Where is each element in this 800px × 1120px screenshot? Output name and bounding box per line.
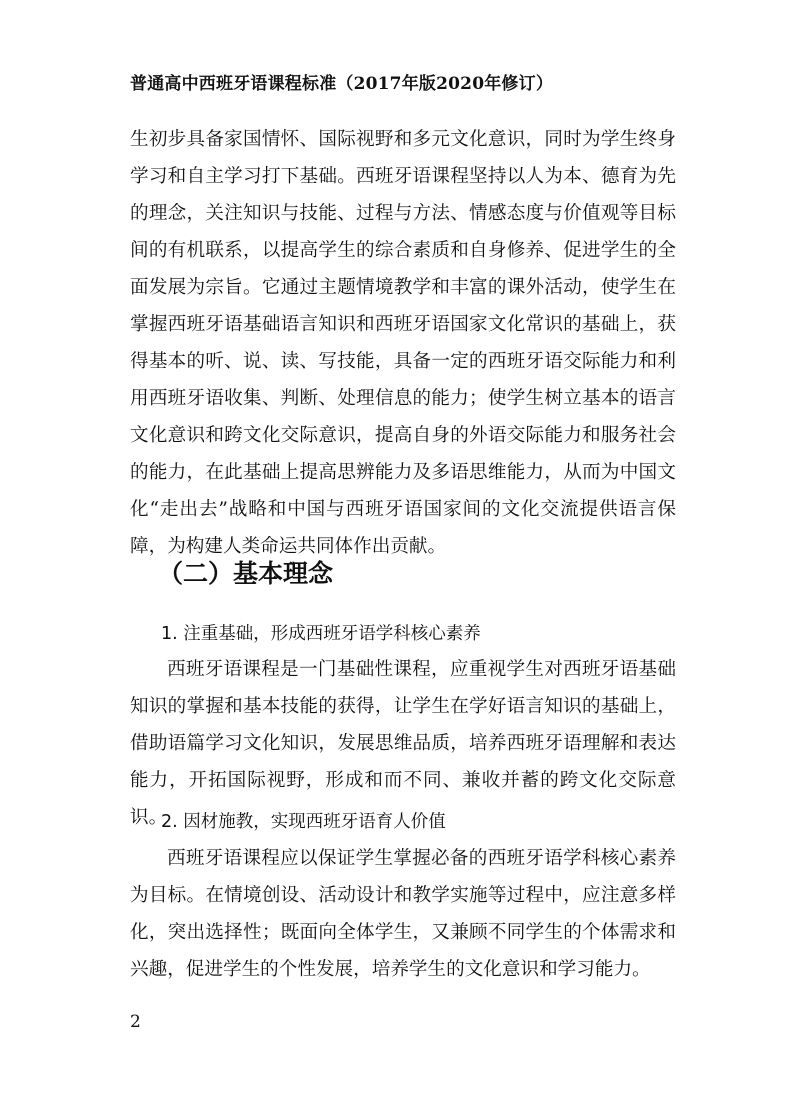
paragraph-2: 西班牙语课程应以保证学生掌握必备的西班牙语学科核心素养为目标。在情境创设、活动设计和教学实施等过程中，应注意多样化，突出选择性；既面向全体学生，又兼顾不同学生的个体需求和兴趣，促进学生的个性发展，培养学生的文化意识和学习能力。 (130, 848, 676, 980)
intro-paragraph: 生初步具备家国情怀、国际视野和多元文化意识，同时为学生终身学习和自主学习打下基础。西班牙语课程坚持以人为本、德育为先的理念，关注知识与技能、过程与方法、情感态度与价值观等目标间的有机联系，以提高学生的综合素质和自身修养、促进学生的全面发展为宗旨。它通过主题情境教学和丰富的课外活动，使学生在掌握西班牙语基础语言知识和西班牙语国家文化常识的基础上，获得基本的听、说、读、写技能，具备一定的西班牙语交际能力和利用西班牙语收集、判断、处理信息的能力；使学生树立基本的语言文化意识和跨文化交际意识，提高自身的外语交际能力和服务社会的能力，在此基础上提高思辨能力及多语思维能力，从而为中国文化“走出去”战略和中国与西班牙语国家间的文化交流提供语言保障，为构建人类命运共同体作出贡献。 (130, 129, 676, 557)
running-header: 普通高中西班牙语课程标准（2017年版2020年修订） (130, 74, 554, 94)
page-number: 2 (130, 1012, 141, 1032)
section-heading: （二）基本理念 (158, 559, 334, 588)
subheading-2: 2. 因材施教，实现西班牙语育人价值 (161, 812, 446, 832)
paragraph-1: 西班牙语课程是一门基础性课程，应重视学生对西班牙语基础知识的掌握和基本技能的获得，让学生在学好语言知识的基础上，借助语篇学习文化知识，发展思维品质，培养西班牙语理解和表达能力，开拓国际视野，形成和而不同、兼收并蓄的跨文化交际意识。 (130, 659, 676, 828)
subheading-1: 1. 注重基础，形成西班牙语学科核心素养 (161, 624, 481, 644)
